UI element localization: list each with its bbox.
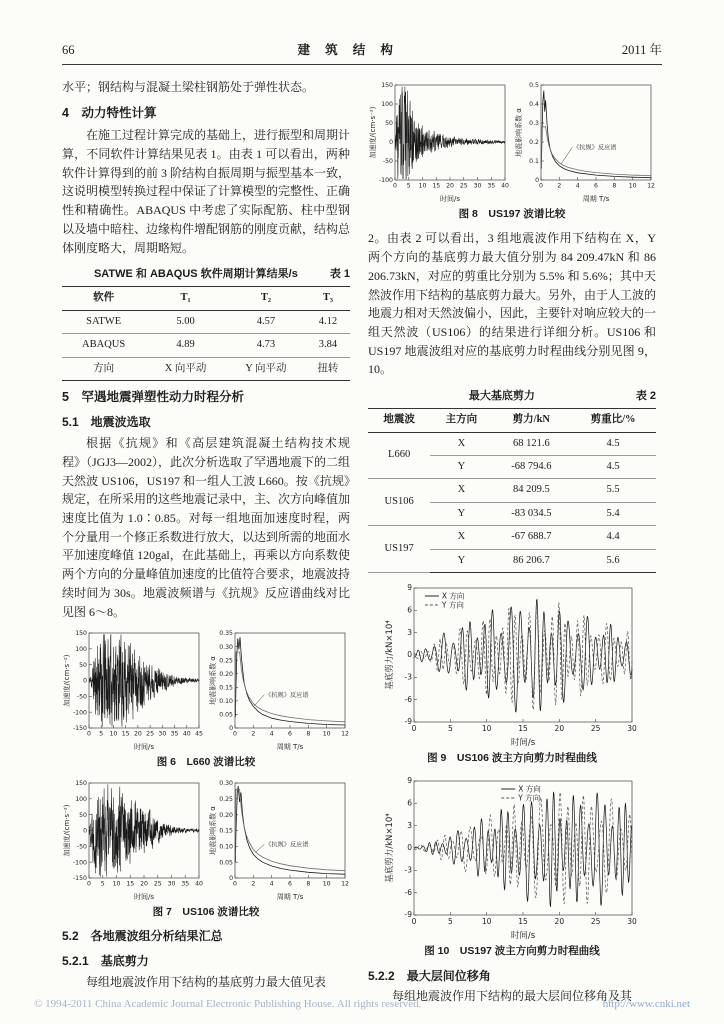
svg-text:-100: -100 bbox=[72, 709, 87, 717]
figure6 bbox=[62, 628, 350, 752]
svg-text:30: 30 bbox=[473, 182, 482, 190]
left-column bbox=[62, 78, 350, 1006]
svg-text:-3: -3 bbox=[404, 865, 412, 875]
figure7-caption: 图 7 US106 波谱比较 bbox=[152, 905, 260, 918]
svg-text:地震影响系数 α: 地震影响系数 α bbox=[209, 805, 217, 855]
svg-text:0.20: 0.20 bbox=[219, 811, 233, 819]
svg-text:15: 15 bbox=[121, 730, 130, 738]
svg-text:0.15: 0.15 bbox=[219, 684, 233, 692]
svg-text:40: 40 bbox=[195, 880, 203, 888]
figure8 bbox=[368, 80, 656, 204]
svg-text:地震影响系数 α: 地震影响系数 α bbox=[515, 108, 523, 157]
table2-cell: 4.5 bbox=[570, 456, 656, 479]
svg-text:0.30: 0.30 bbox=[219, 779, 233, 787]
svg-text:12: 12 bbox=[341, 730, 349, 738]
svg-text:100: 100 bbox=[75, 646, 87, 654]
section4-paragraph: 在施工过程计算完成的基础上，进行振型和周期计算，不同软件计算结果见表 1。由表 1 可以看出，两种软件计算得到的前 3 阶结构自振周期与振型基本一致，这说明模型转换过程中保证了计算模型的完整性、正确性和精确性。ABAQUS 中考虑了实际配筋、柱中型钢以及墙中暗柱、边缘构件增配钢筋的刚度贡献，结构总体刚度略大，周期略短。 bbox=[62, 128, 351, 255]
svg-text:5: 5 bbox=[406, 182, 411, 190]
svg-text:周期 T/s: 周期 T/s bbox=[582, 195, 610, 203]
article-body bbox=[62, 78, 662, 1006]
svg-text:时间/s: 时间/s bbox=[510, 931, 536, 942]
svg-text:6: 6 bbox=[594, 182, 598, 190]
svg-text:40: 40 bbox=[501, 182, 509, 190]
section521-heading: 5.2.1 基底剪力 bbox=[62, 953, 149, 968]
svg-text:25: 25 bbox=[153, 880, 162, 888]
svg-text:《抗规》反应谱: 《抗规》反应谱 bbox=[265, 841, 309, 849]
svg-text:6: 6 bbox=[407, 798, 412, 808]
svg-text:10: 10 bbox=[481, 723, 492, 733]
figure6-caption: 图 6 L660 波谱比较 bbox=[156, 756, 256, 769]
table2-cell: X bbox=[430, 479, 492, 502]
table1-tag: 表 1 bbox=[329, 268, 350, 281]
svg-text:100: 100 bbox=[75, 795, 87, 803]
section51-heading: 5.1 地震波选取 bbox=[62, 415, 151, 430]
svg-text:8: 8 bbox=[612, 182, 617, 190]
svg-text:100: 100 bbox=[381, 101, 393, 109]
svg-text:25: 25 bbox=[146, 730, 155, 738]
svg-text:20: 20 bbox=[133, 730, 142, 738]
table1-header-cell: T₃ bbox=[306, 287, 350, 310]
table2-cell: Y bbox=[457, 554, 466, 566]
svg-text:0: 0 bbox=[229, 874, 233, 882]
svg-text:0: 0 bbox=[87, 730, 91, 738]
svg-text:X 方向: X 方向 bbox=[441, 591, 465, 601]
table1-cell: 3.84 bbox=[306, 334, 350, 357]
table2-cell: X bbox=[430, 526, 492, 549]
svg-text:30: 30 bbox=[167, 880, 176, 888]
figure9-caption: 图 9 US106 波主方向剪力时程曲线 bbox=[427, 751, 597, 764]
fig6-waveform-chart bbox=[62, 628, 204, 752]
svg-text:15: 15 bbox=[126, 880, 135, 888]
svg-text:15: 15 bbox=[518, 917, 528, 927]
svg-text:地震影响系数 α: 地震影响系数 α bbox=[209, 656, 217, 706]
svg-text:25: 25 bbox=[590, 723, 601, 733]
svg-text:0.05: 0.05 bbox=[219, 859, 233, 867]
svg-text:4: 4 bbox=[575, 182, 580, 190]
table2-cell: 4.5 bbox=[570, 432, 656, 455]
svg-text:0: 0 bbox=[229, 725, 233, 733]
svg-text:150: 150 bbox=[381, 82, 393, 90]
fig6-spectrum-chart bbox=[208, 628, 350, 752]
svg-text:基底剪力/kN×10⁴: 基底剪力/kN×10⁴ bbox=[385, 620, 395, 690]
svg-text:0: 0 bbox=[87, 880, 91, 888]
svg-text:10: 10 bbox=[418, 182, 427, 190]
svg-text:-150: -150 bbox=[72, 725, 87, 733]
table1-cell: 4.73 bbox=[226, 334, 306, 357]
svg-text:X 方向: X 方向 bbox=[518, 784, 541, 794]
table2-cell: 5.4 bbox=[570, 502, 656, 525]
svg-text:0: 0 bbox=[411, 723, 417, 733]
svg-text:-50: -50 bbox=[76, 693, 87, 701]
svg-text:10: 10 bbox=[112, 880, 121, 888]
figure9 bbox=[368, 580, 656, 748]
svg-text:8: 8 bbox=[306, 730, 311, 738]
section521-paragraph: 每组地震波作用下结构的基底剪力最大值见表 bbox=[86, 974, 327, 989]
table2-cell: 5.6 bbox=[606, 554, 620, 566]
table1 bbox=[62, 286, 350, 381]
svg-text:10: 10 bbox=[322, 880, 331, 888]
table1-cell: 4.89 bbox=[145, 334, 226, 357]
section522-heading: 5.2.2 最大层间位移角 bbox=[368, 968, 491, 983]
svg-text:基底剪力/kN×10⁴: 基底剪力/kN×10⁴ bbox=[385, 813, 395, 884]
continuation-paragraph: 2。由表 2 可以看出，3 组地震波作用下结构在 X，Y 两个方向的基底剪力最大值分别为 84 209.47kN 和 86 206.73kN，对应的剪重比分别为 5.5% 和 5.6%；其中天然波作用下结构的基底剪力最大。另外，由于人工波的地震力相对天然波偏小，因此，主要针对响应较大的一组天然波（US106）的结果进行详细分析。US106 和 US197 地震波组对应的基底剪力时程曲线分别见图 9，10。 bbox=[368, 231, 657, 377]
svg-text:-9: -9 bbox=[404, 910, 412, 920]
svg-text:20: 20 bbox=[140, 880, 148, 888]
svg-text:4: 4 bbox=[269, 880, 274, 888]
journal-title: 建 筑 结 构 bbox=[297, 43, 399, 57]
svg-text:0: 0 bbox=[535, 177, 539, 185]
fig9-shear-chart bbox=[384, 580, 640, 748]
svg-text:30: 30 bbox=[627, 917, 637, 927]
table1-cell: 4.57 bbox=[226, 310, 306, 333]
figure10 bbox=[368, 773, 656, 941]
svg-text:0.20: 0.20 bbox=[219, 671, 233, 679]
svg-text:9: 9 bbox=[407, 583, 412, 593]
table2-wave-cell: US106 bbox=[368, 479, 430, 526]
fig10-shear-chart bbox=[384, 773, 640, 941]
svg-text:-100: -100 bbox=[72, 859, 87, 867]
table2-cell: -68 794.6 bbox=[493, 456, 571, 479]
fig7-spectrum-chart bbox=[208, 778, 350, 902]
svg-text:-9: -9 bbox=[404, 717, 412, 727]
svg-text:2: 2 bbox=[251, 730, 256, 738]
svg-text:0.10: 0.10 bbox=[219, 698, 233, 706]
svg-text:30: 30 bbox=[627, 723, 637, 733]
table2-header-cell: 剪力/kN bbox=[493, 409, 571, 432]
svg-text:加速度/(cm·s⁻²): 加速度/(cm·s⁻²) bbox=[63, 804, 71, 857]
svg-text:0: 0 bbox=[407, 650, 412, 660]
svg-text:0: 0 bbox=[389, 139, 393, 147]
table2-cell: -67 688.7 bbox=[493, 526, 571, 549]
svg-text:0: 0 bbox=[407, 843, 412, 853]
svg-text:3: 3 bbox=[407, 821, 412, 831]
svg-text:35: 35 bbox=[181, 880, 190, 888]
svg-text:25: 25 bbox=[590, 917, 601, 927]
svg-text:15: 15 bbox=[432, 182, 441, 190]
svg-text:150: 150 bbox=[75, 630, 87, 638]
svg-text:3: 3 bbox=[407, 627, 412, 637]
svg-text:150: 150 bbox=[75, 779, 87, 787]
svg-text:0.3: 0.3 bbox=[529, 120, 539, 128]
svg-text:2: 2 bbox=[251, 880, 256, 888]
svg-text:20: 20 bbox=[446, 182, 454, 190]
svg-text:35: 35 bbox=[487, 182, 496, 190]
svg-text:25: 25 bbox=[459, 182, 468, 190]
table1-cell: 4.12 bbox=[306, 310, 350, 333]
svg-text:4: 4 bbox=[269, 730, 274, 738]
svg-text:6: 6 bbox=[288, 880, 292, 888]
svg-text:10: 10 bbox=[322, 730, 331, 738]
page-footer bbox=[34, 998, 690, 1010]
svg-text:-6: -6 bbox=[404, 888, 412, 898]
page-header bbox=[62, 40, 662, 65]
svg-text:15: 15 bbox=[518, 723, 528, 733]
svg-text:8: 8 bbox=[306, 880, 311, 888]
svg-text:5: 5 bbox=[447, 917, 453, 927]
figure7 bbox=[62, 778, 350, 902]
svg-text:10: 10 bbox=[628, 182, 637, 190]
svg-text:9: 9 bbox=[407, 776, 412, 786]
table2-title: 最大基底剪力 bbox=[468, 390, 535, 403]
svg-text:0.15: 0.15 bbox=[219, 827, 233, 835]
svg-text:0.35: 0.35 bbox=[219, 630, 233, 638]
table1-header-cell: T₂ bbox=[226, 287, 306, 310]
section4-heading: 4 动力特性计算 bbox=[62, 105, 157, 120]
table2-header-cell: 主方向 bbox=[430, 409, 492, 432]
page-number: 66 bbox=[62, 43, 75, 57]
svg-text:时间/s: 时间/s bbox=[439, 195, 461, 203]
svg-text:0: 0 bbox=[393, 182, 397, 190]
svg-text:0.2: 0.2 bbox=[529, 139, 539, 147]
table2-heading bbox=[368, 388, 656, 405]
svg-text:0.05: 0.05 bbox=[219, 711, 233, 719]
svg-text:时间/s: 时间/s bbox=[510, 737, 536, 748]
table2-header-cell: 地震波 bbox=[368, 409, 430, 432]
fig8-spectrum-chart bbox=[514, 80, 656, 204]
svg-text:0.30: 0.30 bbox=[219, 644, 233, 652]
svg-text:0: 0 bbox=[83, 678, 87, 686]
table2 bbox=[368, 408, 656, 573]
svg-text:周期 T/s: 周期 T/s bbox=[276, 743, 304, 752]
table1-cell: Y 向平动 bbox=[245, 362, 287, 374]
journal-year: 2011 年 bbox=[621, 43, 662, 57]
table-row bbox=[62, 357, 350, 380]
svg-text:0: 0 bbox=[233, 730, 237, 738]
table2-header-cell: 剪重比/% bbox=[570, 409, 656, 432]
section52-heading: 5.2 各地震波组分析结果汇总 bbox=[62, 929, 223, 944]
svg-text:-50: -50 bbox=[382, 158, 393, 166]
table2-cell: 5.5 bbox=[570, 479, 656, 502]
svg-text:0: 0 bbox=[233, 880, 237, 888]
section51-paragraph: 根据《抗规》和《高层建筑混凝土结构技术规程》（JGJ3—2002），此次分析选取了罕遇地震下的二组天然波 US106，US197 和一组人工波 L660。按《抗规》规定，在所采用的这些地震记录中，主、次方向峰值加速度比值为 1.0∶0.85。对每一组地面加速度时程，两个分量用一个修正系数进行放大，以达到所需的地面水平加速度峰值 120gal，在此基础上，再乘以方向系数使两个方向的分量峰值加速度的比值符合要求，地震波持续时间为 30s。地震波频谱与《抗规》反应谱曲线对比见图 6～8。 bbox=[62, 436, 351, 619]
table-row bbox=[368, 432, 656, 455]
right-column bbox=[368, 78, 656, 1006]
svg-text:12: 12 bbox=[341, 880, 349, 888]
svg-text:Y 方向: Y 方向 bbox=[441, 600, 464, 610]
svg-text:0.25: 0.25 bbox=[219, 657, 233, 665]
table2-cell: X bbox=[430, 432, 492, 455]
svg-text:12: 12 bbox=[647, 182, 655, 190]
table-row bbox=[62, 310, 350, 333]
svg-text:20: 20 bbox=[554, 917, 565, 927]
table2-cell: 86 206.7 bbox=[512, 554, 550, 566]
table1-cell: X 向平动 bbox=[164, 362, 207, 374]
svg-text:-3: -3 bbox=[404, 672, 412, 682]
table2-cell: -83 034.5 bbox=[493, 502, 571, 525]
svg-text:50: 50 bbox=[385, 120, 393, 128]
section5-heading: 5 罕遇地震弹塑性动力时程分析 bbox=[62, 389, 244, 404]
table1-heading bbox=[62, 266, 350, 283]
svg-text:0.25: 0.25 bbox=[219, 795, 233, 803]
svg-text:加速度/(cm·s⁻²): 加速度/(cm·s⁻²) bbox=[63, 654, 71, 707]
fig7-waveform-chart bbox=[62, 778, 204, 902]
svg-text:0.4: 0.4 bbox=[529, 101, 539, 109]
table1-cell: 5.00 bbox=[145, 310, 226, 333]
figure10-caption: 图 10 US197 波主方向剪力时程曲线 bbox=[424, 945, 600, 958]
svg-text:《抗规》反应谱: 《抗规》反应谱 bbox=[573, 144, 617, 152]
table2-cell: Y bbox=[430, 456, 492, 479]
svg-text:0.1: 0.1 bbox=[529, 158, 539, 166]
svg-text:时间/s: 时间/s bbox=[133, 892, 155, 901]
svg-text:加速度/(cm·s⁻²): 加速度/(cm·s⁻²) bbox=[369, 106, 377, 159]
svg-text:10: 10 bbox=[481, 917, 492, 927]
table1-cell: SATWE bbox=[62, 310, 145, 333]
table1-header-cell: T₁ bbox=[145, 287, 226, 310]
copyright-text: © 1994-2011 China Academic Journal Electronic Publishing House. All rights reserved. bbox=[34, 998, 422, 1010]
cnki-url[interactable]: http://www.cnki.net bbox=[602, 998, 690, 1010]
table1-title: SATWE 和 ABAQUS 软件周期计算结果/s bbox=[93, 268, 298, 281]
svg-text:时间/s: 时间/s bbox=[133, 743, 155, 752]
svg-text:0.10: 0.10 bbox=[219, 843, 233, 851]
svg-text:0: 0 bbox=[539, 182, 543, 190]
svg-text:0: 0 bbox=[411, 917, 417, 927]
svg-text:40: 40 bbox=[182, 730, 191, 738]
svg-text:45: 45 bbox=[195, 730, 203, 738]
svg-text:35: 35 bbox=[170, 730, 179, 738]
table1-header-cell: 软件 bbox=[62, 287, 145, 310]
table1-cell: 扭转 bbox=[317, 362, 339, 374]
table-row bbox=[62, 334, 350, 357]
svg-text:10: 10 bbox=[109, 730, 118, 738]
svg-text:0: 0 bbox=[83, 827, 87, 835]
svg-text:30: 30 bbox=[158, 730, 167, 738]
table1-cell: 方向 bbox=[93, 362, 115, 374]
svg-text:6: 6 bbox=[288, 730, 292, 738]
svg-text:50: 50 bbox=[79, 811, 87, 819]
table2-cell: 68 121.6 bbox=[493, 432, 571, 455]
table2-wave-cell: US197 bbox=[368, 526, 430, 573]
table-row bbox=[368, 479, 656, 502]
table2-cell: 84 209.5 bbox=[493, 479, 571, 502]
table2-wave-cell: L660 bbox=[368, 432, 430, 479]
svg-text:2: 2 bbox=[557, 182, 562, 190]
svg-text:周期 T/s: 周期 T/s bbox=[276, 892, 304, 901]
svg-text:《抗规》反应谱: 《抗规》反应谱 bbox=[265, 692, 309, 700]
svg-text:-6: -6 bbox=[404, 694, 412, 704]
svg-text:5: 5 bbox=[100, 880, 105, 888]
section522-paragraph: 每组地震波作用下结构的最大层间位移角及其 bbox=[392, 989, 633, 1004]
svg-text:6: 6 bbox=[407, 605, 412, 615]
table-row bbox=[368, 526, 656, 549]
figure8-caption: 图 8 US197 波谱比较 bbox=[458, 208, 566, 220]
svg-text:5: 5 bbox=[447, 723, 453, 733]
svg-text:-50: -50 bbox=[76, 843, 87, 851]
intro-line: 水平；钢结构与混凝土梁柱钢筋处于弹性状态。 bbox=[62, 80, 315, 94]
fig8-waveform-chart bbox=[368, 80, 510, 204]
table2-cell: Y bbox=[430, 502, 492, 525]
svg-text:0.5: 0.5 bbox=[529, 82, 539, 90]
svg-text:20: 20 bbox=[554, 723, 565, 733]
svg-text:-100: -100 bbox=[378, 177, 393, 185]
table1-cell: ABAQUS bbox=[62, 334, 145, 357]
svg-text:5: 5 bbox=[99, 730, 104, 738]
table2-tag: 表 2 bbox=[635, 390, 656, 403]
svg-text:50: 50 bbox=[79, 662, 87, 670]
svg-text:Y 方向: Y 方向 bbox=[518, 793, 541, 803]
table2-cell: 4.4 bbox=[570, 526, 656, 549]
svg-text:-150: -150 bbox=[72, 874, 87, 882]
